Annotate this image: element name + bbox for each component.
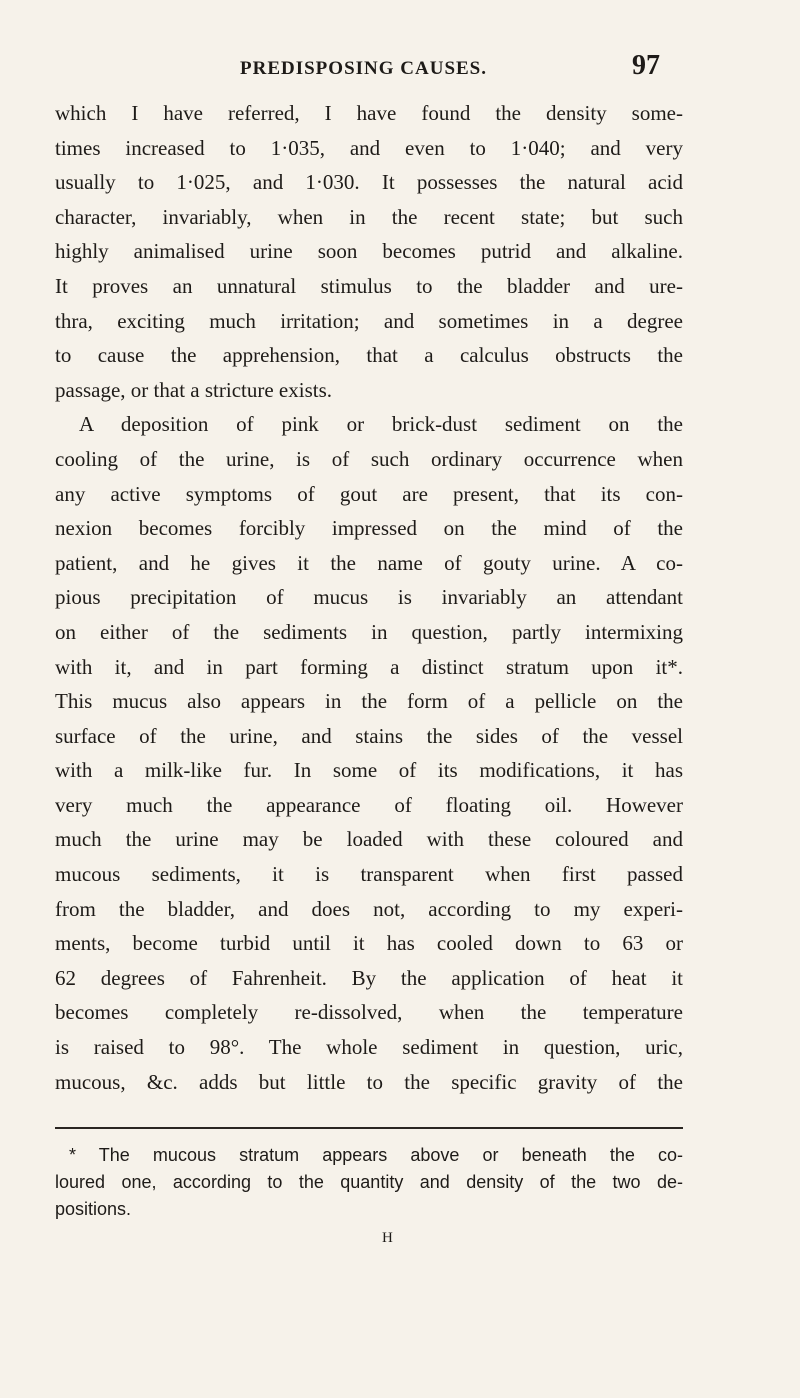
body-line: which I have referred, I have found the density some- (55, 101, 683, 125)
body-line: much the urine may be loaded with these coloured and (55, 827, 683, 852)
footnote-line: * The mucous stratum appears above or beneath the co- (69, 1145, 683, 1165)
body-line: to cause the apprehension, that a calculus obstructs the (55, 343, 683, 368)
body-line: ments, become turbid until it has cooled down to 63 or (55, 931, 683, 956)
footnote-line: loured one, according to the quantity and density of the two de- (55, 1172, 683, 1192)
footnote-rule (55, 1127, 683, 1129)
body-line: 62 degrees of Fahrenheit. By the application of heat it (55, 965, 683, 990)
body-line: highly animalised urine soon becomes putrid and alkaline. (55, 239, 683, 264)
body-line: from the bladder, and does not, according to my experi- (55, 896, 683, 921)
body-line: usually to 1·025, and 1·030. It possesses the natural acid (55, 170, 683, 195)
body-line: nexion becomes forcibly impressed on the mind of the (55, 516, 683, 541)
running-head (0, 48, 800, 88)
body-line: character, invariably, when in the recent state; but such (55, 204, 683, 229)
body-line: is raised to 98°. The whole sediment in question, uric, (55, 1035, 683, 1060)
footnote-line: positions. (55, 1199, 132, 1219)
body-line: surface of the urine, and stains the sides of the vessel (55, 723, 683, 748)
body-line: with it, and in part forming a distinct stratum upon it*. (55, 654, 683, 679)
body-line: mucous sediments, it is transparent when first passed (55, 862, 683, 887)
running-title: PREDISPOSING CAUSES. (240, 58, 487, 79)
body-line: becomes completely re-dissolved, when the temperature (55, 1000, 683, 1025)
body-line: with a milk-like fur. In some of its modifications, it has (55, 758, 683, 783)
body-line: times increased to 1·035, and even to 1·040; and very (55, 135, 683, 160)
body-line: thra, exciting much irritation; and sometimes in a degree (55, 308, 683, 333)
body-line: passage, or that a stricture exists. (55, 377, 332, 402)
footnote (55, 1142, 683, 1223)
body-line: very much the appearance of floating oil. However (55, 792, 683, 817)
page-number: 97 (632, 50, 660, 81)
body-line: on either of the sediments in question, partly intermixing (55, 619, 683, 644)
body-text (55, 96, 683, 1099)
signature-mark: H (382, 1230, 393, 1246)
body-line: cooling of the urine, is of such ordinary occurrence when (55, 446, 683, 471)
body-line: A deposition of pink or brick-dust sediment on the (79, 412, 683, 437)
body-line: patient, and he gives it the name of gouty urine. A co- (55, 550, 683, 575)
body-line: pious precipitation of mucus is invariably an attendant (55, 585, 683, 610)
body-line: mucous, &c. adds but little to the specific gravity of the (55, 1069, 683, 1094)
body-line: It proves an unnatural stimulus to the bladder and ure- (55, 273, 683, 298)
body-line: any active symptoms of gout are present, that its con- (55, 481, 683, 506)
body-line: This mucus also appears in the form of a pellicle on the (55, 689, 683, 714)
